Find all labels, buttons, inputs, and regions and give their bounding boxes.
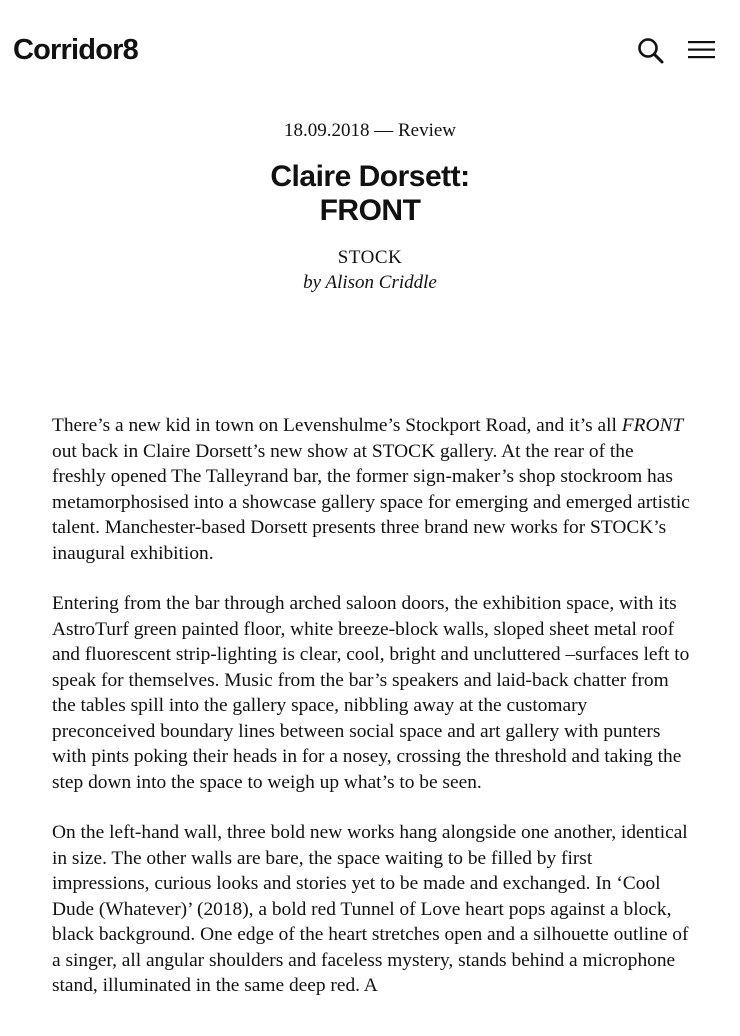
site-logo[interactable]: Corridor8 [13, 34, 138, 66]
article-paragraph-3: On the left-hand wall, three bold new works hang alongside one another, identical in size. The other walls are bare, the space waiting to be filled by first impressions, curious looks and stories yet to be made and exchanged. In ‘Cool Dude (Whatever)’ (2018), a bold red Tunnel of Love heart pops against a block, black background. One edge of the heart stretches open and a silhouette outline of a singer, all angular shoulders and faceless mystery, stands behind a microphone stand, illuminated in the same deep red. A [52, 822, 689, 996]
article-title-line-2: FRONT [319, 194, 421, 227]
search-icon [636, 36, 666, 66]
article-title [0, 160, 740, 228]
paragraph-1-text-a: There’s a new kid in town on Levenshulme’s Stockport Road, and it’s all [52, 415, 622, 436]
article-category-link[interactable]: Review [397, 120, 457, 141]
article-body [52, 413, 692, 1024]
article-paragraph-1 [52, 413, 692, 566]
article-date: 18.09.2018 [283, 120, 370, 141]
meta-separator: — [369, 120, 398, 141]
article-byline: by Alison Criddle [303, 272, 437, 293]
article-venue-link[interactable]: STOCK [337, 247, 403, 268]
paragraph-1-emphasis: FRONT [621, 415, 684, 436]
search-button[interactable] [636, 36, 666, 66]
hamburger-menu-icon [687, 38, 717, 62]
paragraph-1-text-b: out back in Claire Dorsett’s new show at STOCK gallery. At the rear of the freshly opened The Talleyrand bar, the former sign-maker’s shop stockroom has metamorphosised into a showcase gallery space for emerging and emerged artistic talent. Manchester-based Dorsett presents three brand new works for STOCK’s inaugural exhibition. [52, 440, 690, 564]
site-header [0, 0, 740, 100]
article-meta [0, 118, 740, 144]
menu-button[interactable] [687, 38, 717, 62]
article-title-line-1: Claire Dorsett: [270, 160, 470, 193]
article-paragraph-2: Entering from the bar through arched saloon doors, the exhibition space, with its AstroTurf green painted floor, white breeze-block walls, sloped sheet metal roof and fluorescent strip-lighting is clear, cool, bright and uncluttered –surfaces left to speak for themselves. Music from the bar’s speakers and laid-back chatter from the tables spill into the gallery space, nibbling away at the customary preconceived boundary lines between social space and art gallery with punters with pints poking their heads in for a nosey, crossing the threshold and taking the step down into the space to weigh up what’s to be seen. [52, 593, 690, 793]
